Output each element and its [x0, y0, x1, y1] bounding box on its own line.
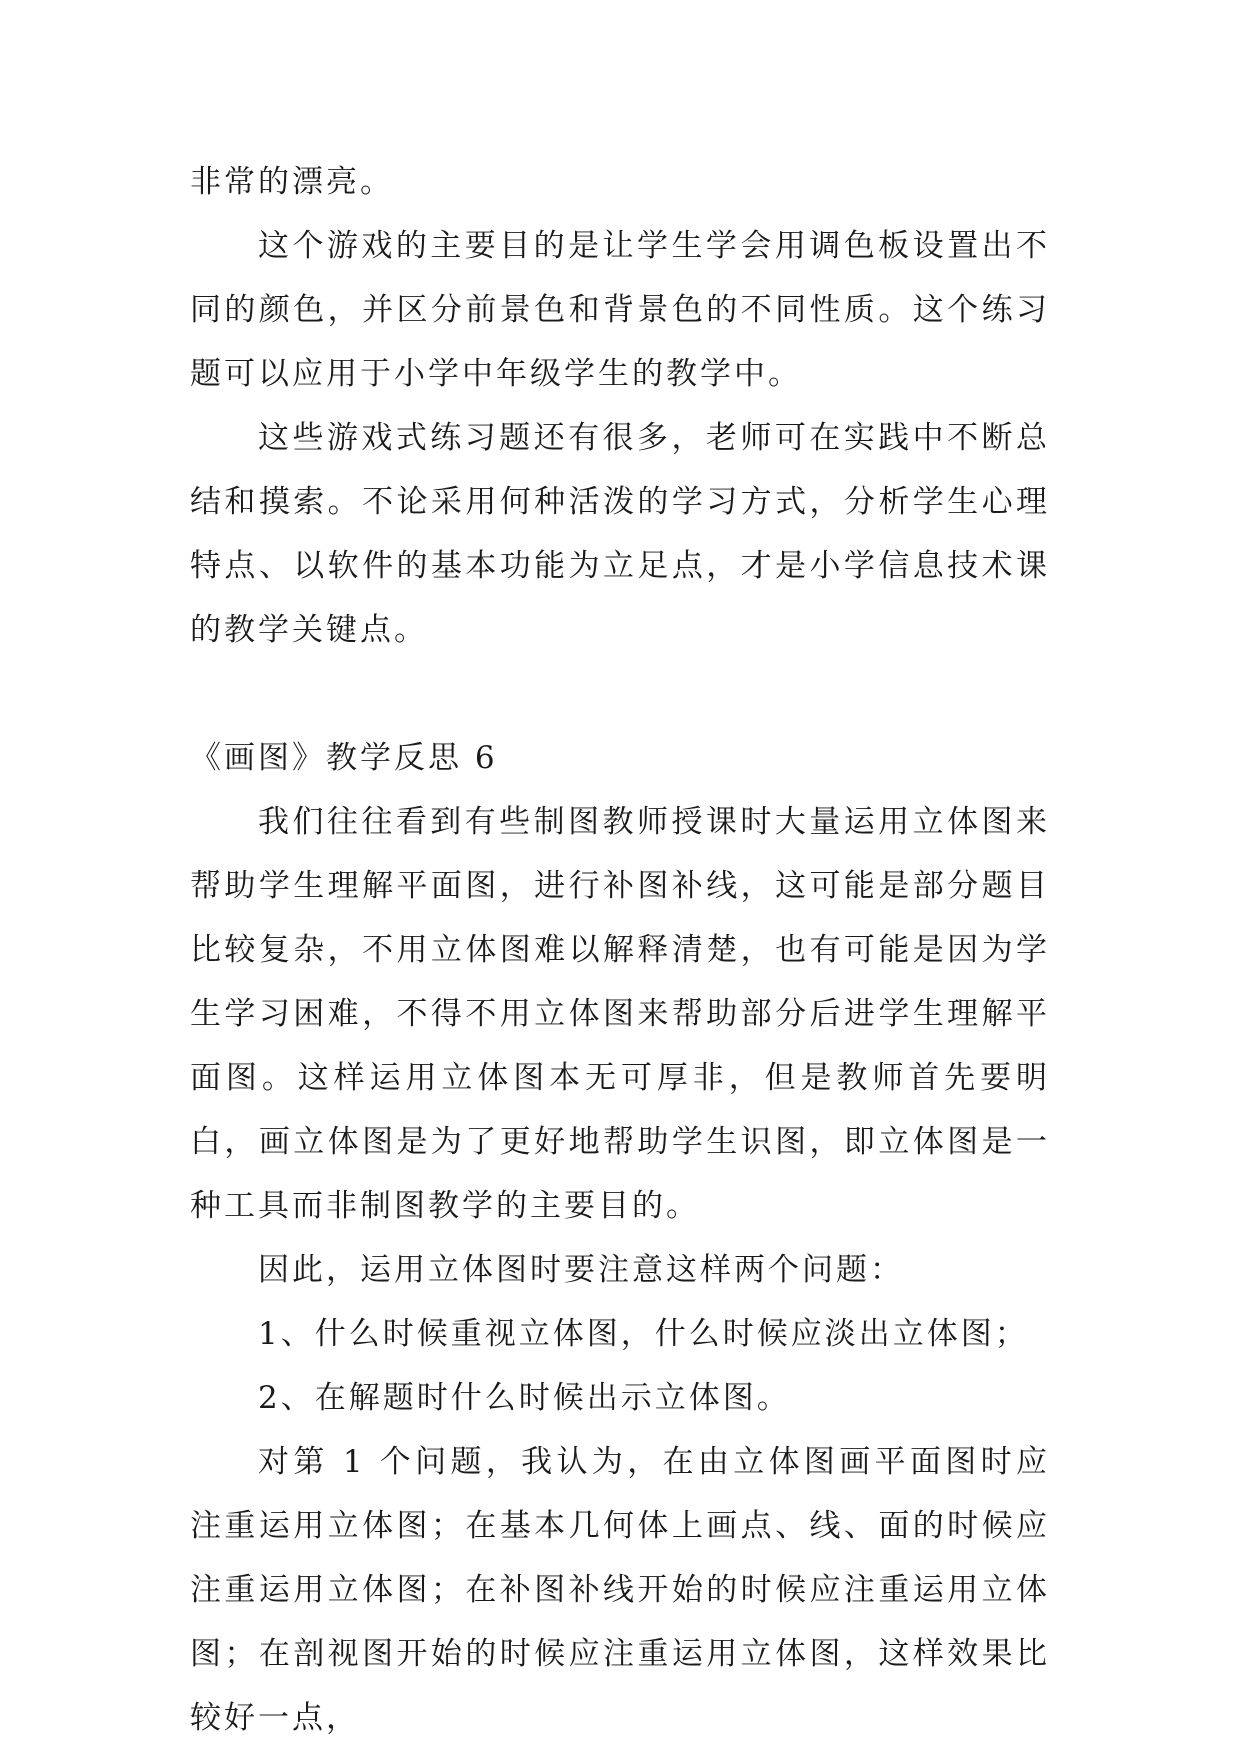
- section-heading: 《画图》教学反思 6: [190, 740, 498, 776]
- paragraph-continuation: 非常的漂亮。: [190, 164, 394, 200]
- paragraph-game-purpose: 这个游戏的主要目的是让学生学会用调色板设置出不同的颜色，并区分前景色和背景色的不同性质。这个练习题可以应用于小学中年级学生的教学中。: [190, 228, 1050, 392]
- list-item-question-1: 1、什么时候重视立体图，什么时候应淡出立体图；: [258, 1316, 1029, 1352]
- list-item-question-2: 2、在解题时什么时候出示立体图。: [258, 1380, 791, 1416]
- paragraph-questions-intro: 因此，运用立体图时要注意这样两个问题：: [258, 1252, 904, 1288]
- paragraph-game-summary: 这些游戏式练习题还有很多，老师可在实践中不断总结和摸索。不论采用何种活泼的学习方式，分析学生心理特点、以软件的基本功能为立足点，才是小学信息技术课的教学关键点。: [190, 420, 1050, 648]
- document-page: [190, 150, 1050, 1750]
- paragraph-answer-1: 对第 1 个问题，我认为，在由立体图画平面图时应注重运用立体图；在基本几何体上画点、线、面的时候应注重运用立体图；在补图补线开始的时候应注重运用立体图；在剖视图开始的时候应注重运用立体图，这样效果比较好一点，: [190, 1444, 1050, 1736]
- section-gap: [190, 662, 1050, 726]
- paragraph-intro: 我们往往看到有些制图教师授课时大量运用立体图来帮助学生理解平面图，进行补图补线，这可能是部分题目比较复杂，不用立体图难以解释清楚，也有可能是因为学生学习困难，不得不用立体图来帮助部分后进学生理解平面图。这样运用立体图本无可厚非，但是教师首先要明白，画立体图是为了更好地帮助学生识图，即立体图是一种工具而非制图教学的主要目的。: [190, 804, 1050, 1224]
